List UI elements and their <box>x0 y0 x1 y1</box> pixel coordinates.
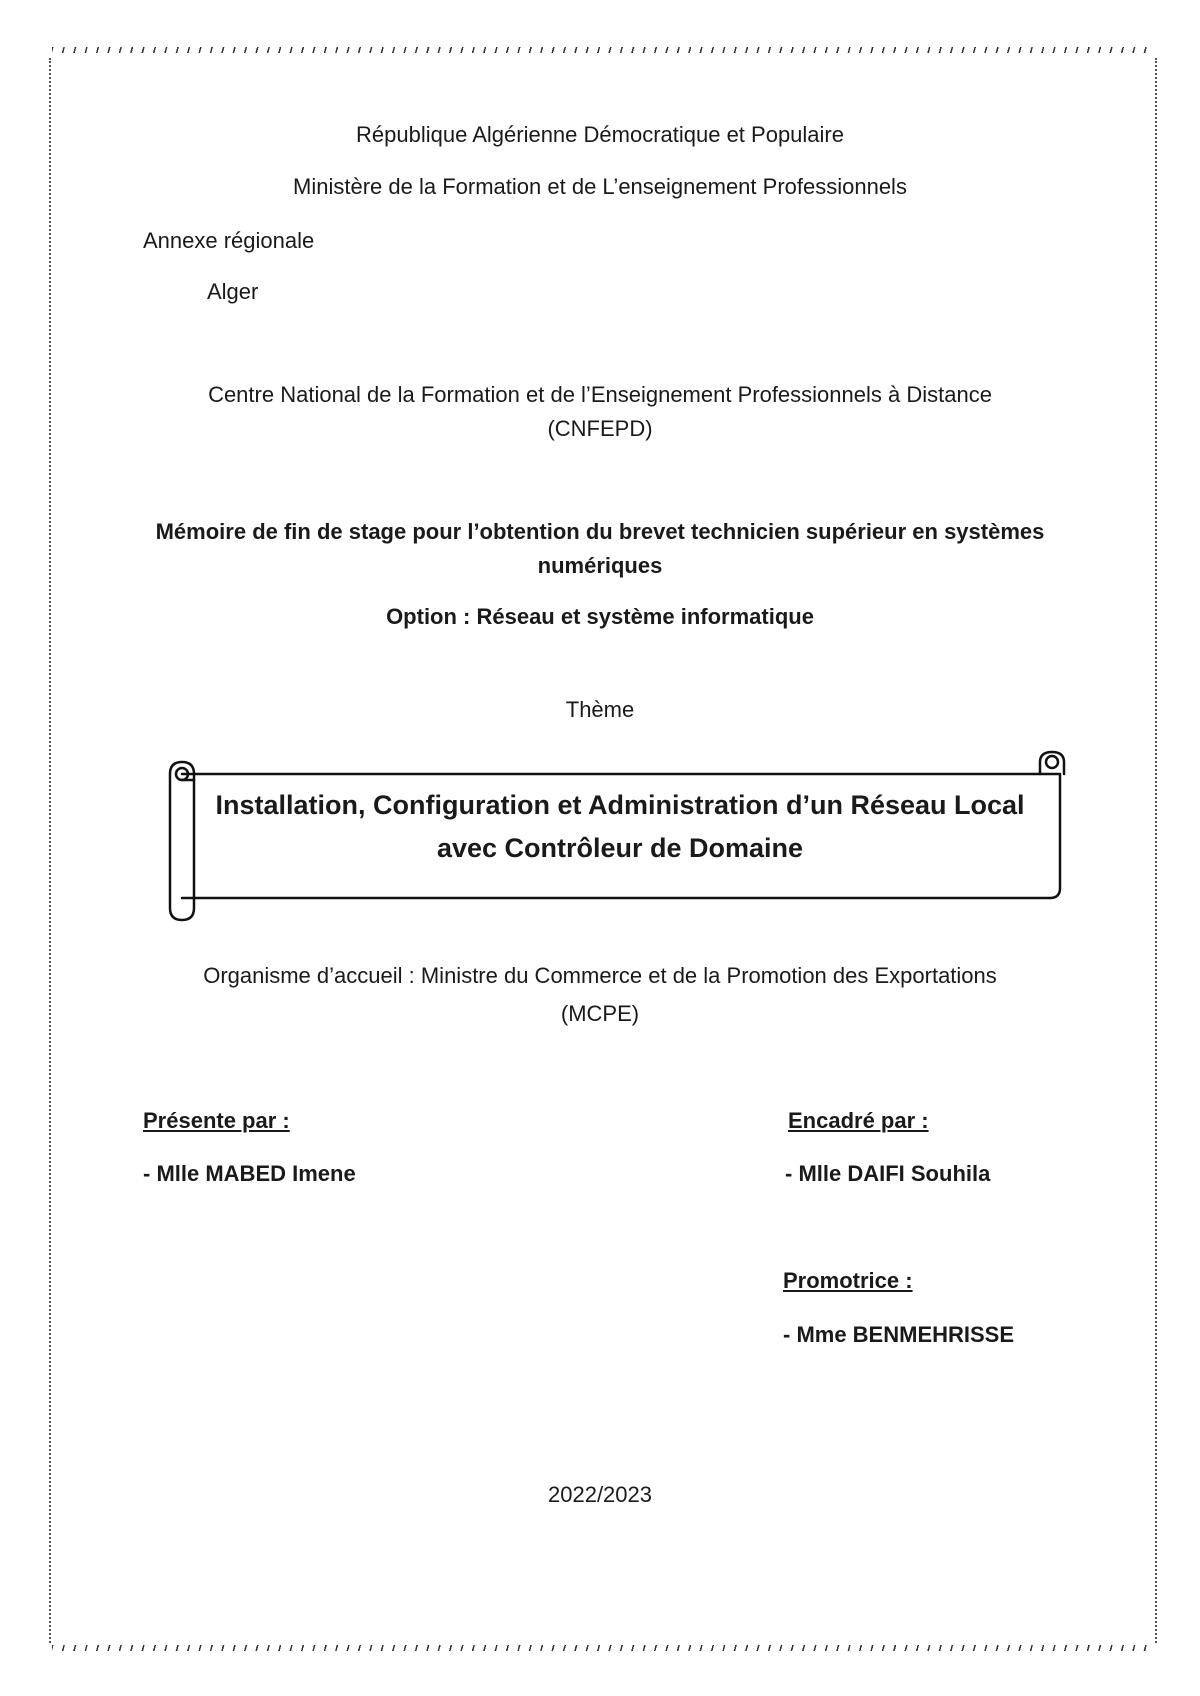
promoter-label: Promotrice : <box>783 1268 913 1293</box>
presented-by-label: Présente par : <box>143 1108 290 1133</box>
page-border-top <box>52 47 1152 53</box>
page-border-right <box>1155 58 1157 1643</box>
presented-by-name: - Mlle MABED Imene <box>143 1161 356 1186</box>
theme-scroll-banner <box>160 748 1080 923</box>
annex-label: Annexe régionale <box>143 228 315 253</box>
city-label: Alger <box>207 279 259 304</box>
ministry-heading: Ministère de la Formation et de L’enseignement Professionnels <box>293 174 907 199</box>
option-line: Option : Réseau et système informatique <box>386 604 814 629</box>
page-border-left <box>49 58 51 1643</box>
theme-title: Installation, Configuration et Administration d’un Réseau Local avec Contrôleur de Domaine <box>215 790 1025 863</box>
republic-heading: République Algérienne Démocratique et Populaire <box>356 122 844 147</box>
promoter-name: - Mme BENMEHRISSE <box>783 1322 1015 1347</box>
academic-year: 2022/2023 <box>548 1482 652 1507</box>
theme-label: Thème <box>565 697 635 722</box>
supervised-by-name: - Mlle DAIFI Souhila <box>785 1161 991 1186</box>
supervised-by-label: Encadré par : <box>788 1108 929 1133</box>
page-border-bottom <box>52 1645 1152 1651</box>
memoire-title: Mémoire de fin de stage pour l’obtention du brevet technicien supérieur en systèmes numériques <box>155 519 1045 578</box>
host-organization: Organisme d’accueil : Ministre du Commerce et de la Promotion des Exportations (MCPE) <box>203 963 997 1026</box>
training-center: Centre National de la Formation et de l’Enseignement Professionnels à Distance (CNFEPD) <box>208 382 992 441</box>
